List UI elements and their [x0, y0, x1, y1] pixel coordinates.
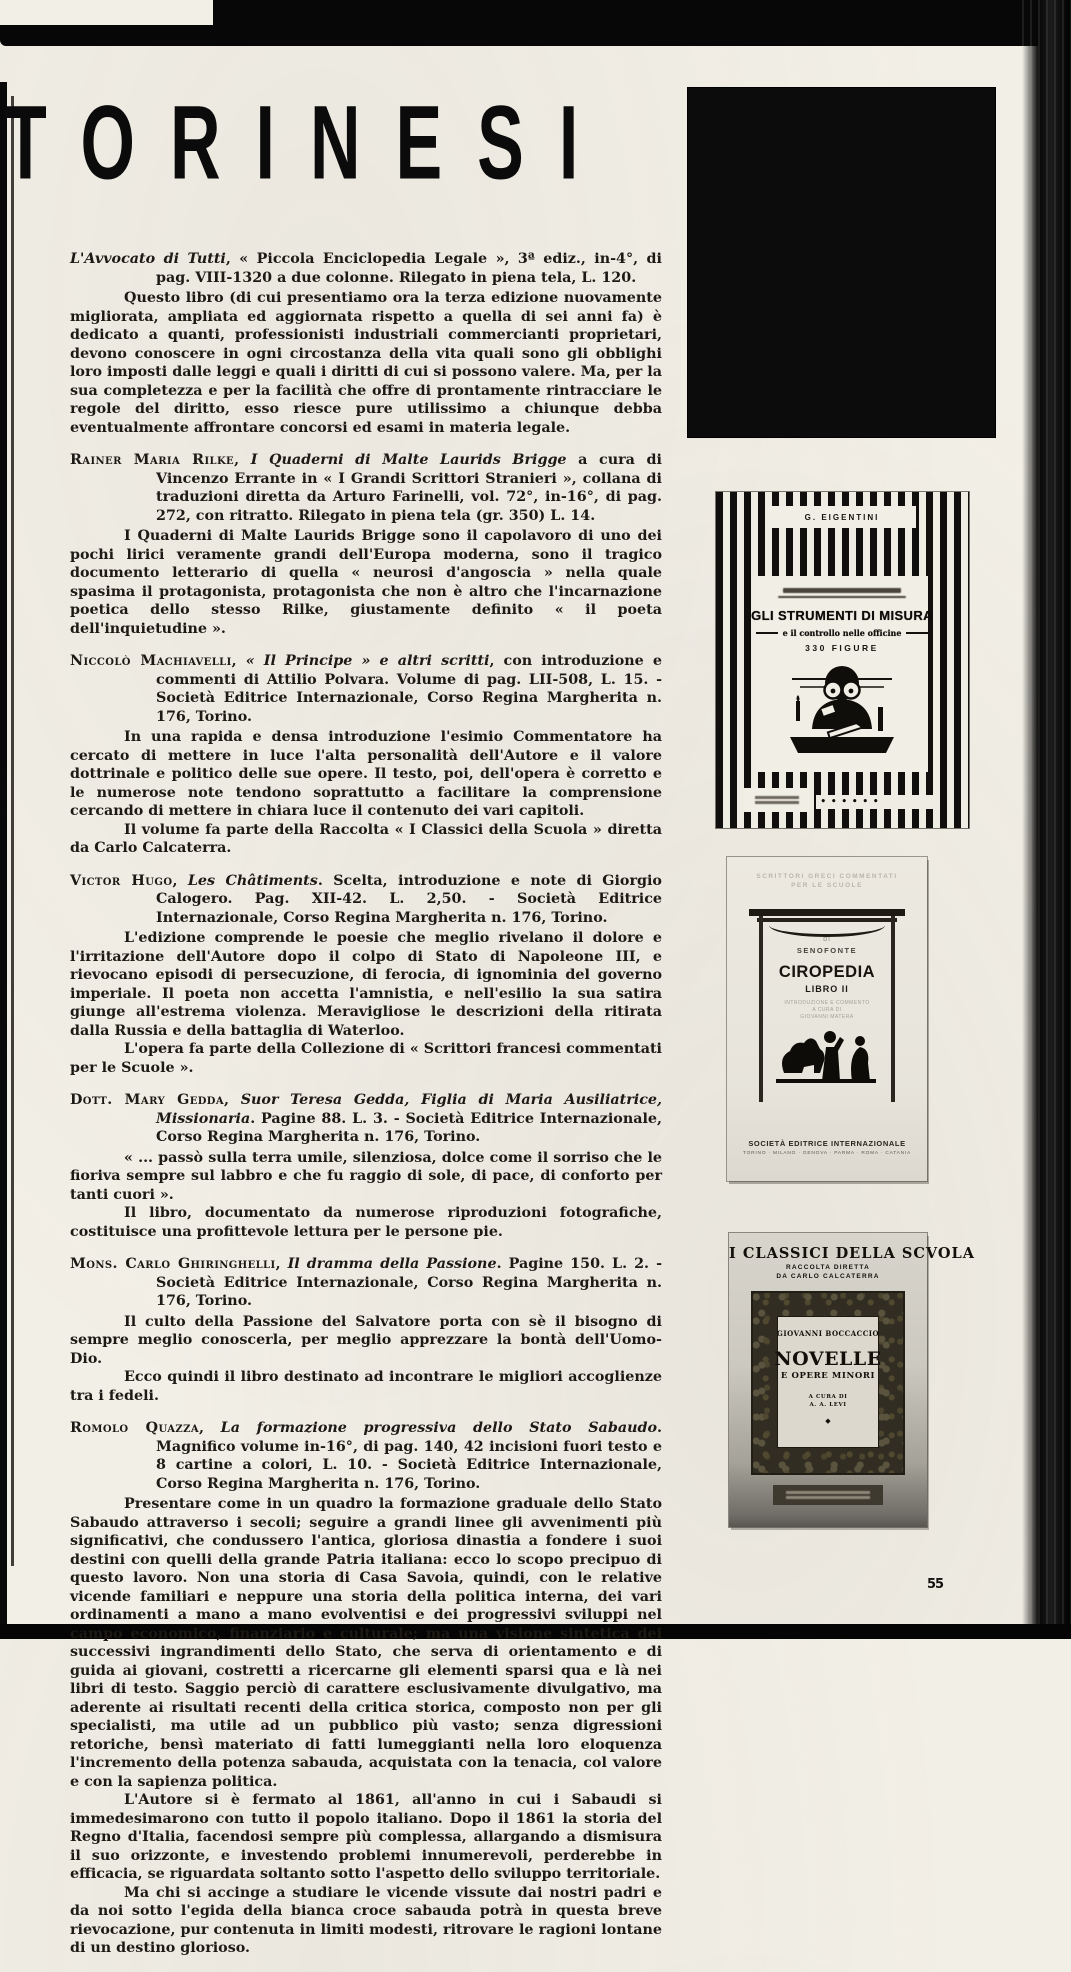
column-left — [759, 916, 763, 1102]
entry-header: Rainer Maria Rilke, I Quaderni di Malte Laurids Brigge a cura di Vincenzo Errante in « I Grandi Scrittori Stranieri », collana di traduzioni diretta da Arturo Farinelli, vol. 72°, in-16°, di pag. 272, con ritratto. Rilegato in piena tela (gr. 350) L. 14. — [70, 452, 662, 524]
imprint-bar — [773, 1485, 883, 1505]
entry-paragraph: Presentare come in un quadro la formazione graduale dello Stato Sabaudo attraverso i secoli; seguire a grandi linee gli avvenimenti più significativi, che condussero l'antica, gloriosa dinastia a fondere i suoi destini con quelli della grande Patria italiana: ecco lo scopo precipuo di questo lavoro. Non una storia di Casa Savoia, quindi, con le relative vicende familiari e neppure una storia della politica interna, dei vari ordinamenti a mano a mano evolventisi e dei progressivi sviluppi nel campo economico, finanziario e culturale; ma una visione sintetica dei successivi ingrandimenti dello Stato, che serva di orientamento e di guida ai giovani, costretti a ricercarne gli elementi sparsi qua e là nei libri di testo. Saggio perciò di carattere esclusivamente divulgativo, ma aderente ai risultati recenti della critica storica, composto non per gli specialisti, ma utile ad un pubblico più vasto; senza digressioni retoriche, bensì materiato di fatti lumeggianti nella loro eloquenza l'incremento della potenza sabauda, acquistata con la tenacia, col valore e con la sapienza politica. — [70, 1496, 662, 1790]
curator-line: A CURA DI — [808, 1394, 848, 1400]
illegible-caption-rule — [778, 596, 906, 598]
book-title: Il dramma della Passione — [287, 1256, 497, 1272]
worker-illustration — [778, 657, 906, 761]
author-name: Dott. Mary Gedda — [70, 1092, 225, 1108]
cover-title: NOVELLE — [774, 1348, 882, 1370]
entry-details: . Pagine 88. L. 3. - Società Editrice Internazionale, Corso Regina Margherita n. 176, Torino. — [156, 1110, 662, 1145]
series-line: PER LE SCUOLE — [791, 882, 863, 889]
cover-author-chip — [768, 506, 916, 528]
series-line: SCRITTORI GRECI COMMENTATI — [756, 873, 898, 880]
entry-paragraph: Il volume fa parte della Raccolta « I Classici della Scuola » diretta da Carlo Calcaterra. — [70, 821, 662, 856]
book-title: La formazione progressiva dello Stato Sabaudo — [220, 1420, 658, 1436]
cover-center-panel — [751, 576, 933, 772]
entry — [70, 250, 662, 437]
cover-title: GLI STRUMENTI DI MISURA — [751, 608, 933, 623]
entry-paragraph: I Quaderni di Malte Laurids Brigge sono il capolavoro di uno dei pochi lirici veramente grandi dell'Europa moderna, sono il tragico documento letterario di quella « neurosi d'angoscia » nella quale spasima il protagonista, protagonista che non è altro che l'incarnazione poetica dello stesso Rilke, giustamente definito « il poeta dell'inquietudine ». — [70, 528, 662, 637]
cover-author: GIOVANNI BOCCACCIO — [776, 1329, 880, 1338]
entry-details: . Pagine 150. L. 2. - Società Editrice Internazionale, Corso Regina Margherita n. 176, Torino. — [156, 1256, 662, 1309]
entry-paragraph: Questo libro (di cui presentiamo ora la terza edizione nuovamente migliorata, ampliata ed aggiornata rispetto a quella di sei anni fa) è dedicato a quanti, professionisti industriali commercianti proprietari, devono conoscere in ogni circostanza della vita quali sono gli obblighi loro imposti dalle leggi e quali i diritti di cui si possono valere. Ma, per la sua completezza e per la facilità che offre di prontamente rintracciare le regole del diritto, esso riesce pure utilissimo a chiunque debba eventualmente affrontare concorsi ed esami in materia legale. — [70, 290, 662, 436]
column-right — [891, 916, 895, 1102]
entries — [70, 250, 662, 1972]
cover-notes — [767, 1000, 887, 1021]
cover-figures-count: 330 FIGURE — [805, 643, 879, 653]
rule-right — [906, 632, 928, 634]
entry-paragraph: Ecco quindi il libro destinato ad incontrare le migliori accoglienze tra i fedeli. — [70, 1369, 662, 1404]
entry-details: . Magnifico volume in-16°, di pag. 140, 42 incisioni fuori testo e 8 cartine a colori, L. 10. - Società Editrice Internazionale, Corso Regina Margherita n. 176, Torino. — [156, 1420, 662, 1492]
entry-details: . Scelta, introduzione e note di Giorgio Calogero. Pag. XII-42. L. 2,50. - Società Editrice Internazionale, Corso Regina Margherita n. 176, Torino. — [156, 872, 662, 926]
cover-author: SENOFONTE — [796, 946, 858, 955]
title-panel — [774, 1317, 882, 1447]
entry-header: Niccolò Machiavelli, « Il Principe » e altri scritti, con introduzione e commenti di Attilio Polvara. Volume di pag. LII-508, L. 15. - Società Editrice Internazionale, Corso Regina Margherita n. 176, Torino. — [70, 653, 662, 725]
entry — [70, 652, 662, 858]
book-spine-edge — [1022, 0, 1071, 1639]
imprint-chip — [744, 788, 810, 812]
author-name: Mons. Carlo Ghiringhelli — [70, 1256, 276, 1272]
page-title: TORINESI — [4, 84, 614, 201]
cover-subtitle: LIBRO II — [805, 984, 849, 994]
dots-row: •••••• — [816, 795, 940, 809]
entry-paragraph: Ma chi si accinge a studiare le vicende vissute dai nostri padri e da noi sotto l'egida della bianca croce sabauda potrà in questa breve rievocazione, pur contenuta in limiti modesti, ritrovare le ragioni lontane di un destino glorioso. — [70, 1884, 662, 1956]
series-subtitle: RACCOLTA DIRETTA — [786, 1264, 870, 1271]
entry-header: Romolo Quazza, La formazione progressiva dello Stato Sabaudo. Magnifico volume in-16°, di pag. 140, 42 incisioni fuori testo e 8 cartine a colori, L. 10. - Società Editrice Internazionale, Corso Regina Margherita n. 176, Torino. — [70, 1420, 662, 1492]
author-name: Niccolò Machiavelli — [70, 653, 232, 669]
publisher-name: SOCIETÀ EDITRICE INTERNAZIONALE — [748, 1139, 906, 1148]
entry-paragraph: Il culto della Passione del Salvatore porta con sè il bisogno di sempre meglio conoscerla, per meglio apprezzare la bontà dell'Uomo-Dio. — [70, 1313, 662, 1367]
cover-ciropedia — [727, 857, 927, 1181]
cover-subtitle: e il controllo nelle officine — [782, 628, 902, 638]
entry-paragraph: Il libro, documentato da numerose riproduzioni fotografiche, costituisce una profittevole lettura per le persone pie. — [70, 1205, 662, 1240]
dark-plate-image — [688, 88, 995, 437]
cover-subtitle-row — [756, 628, 928, 638]
cover-strumenti-di-misura — [716, 492, 969, 828]
curator-line: A. A. LEVI — [809, 1402, 847, 1408]
entry-paragraph: In una rapida e densa introduzione l'esimio Commentatore ha cercato di mettere in luce l'alta personalità dell'Autore e il valore dottrinale e politico delle sue opere. Il testo, poi, dell'opera è corretto e le numerose note tendono soprattutto a facilitare la comprensione cercando di mettere in chiara luce il contenuto dei vari capitoli. — [70, 729, 662, 819]
entry-details: , « Piccola Enciclopedia Legale », 3ª ediz., in-4°, di pag. VIII-1320 a due colonne. Rilegato in piena tela, L. 120. — [156, 251, 662, 286]
book-title: Les Châtiments — [187, 872, 318, 889]
entry-details: a cura di Vincenzo Errante in « I Grandi Scrittori Stranieri », collana di traduzioni diretta da Arturo Farinelli, vol. 72°, in-16°, di pag. 272, con ritratto. Rilegato in piena tela (gr. 350) L. 14. — [156, 452, 662, 524]
cornice — [757, 918, 897, 922]
book-title: I Quaderni di Malte Laurids Brigge — [250, 452, 567, 468]
entry — [70, 1419, 662, 1958]
entry-paragraph: L'edizione comprende le poesie che meglio rivelano il dolore e l'irritazione dell'Autore dopo il colpo di Stato di Napoleone III, e rievocano episodi di persecuzione, di ferocia, di ignominia del governo imperiale. Il poeta non accetta l'amnistia, e nell'esilio la sua satira giunge all'estrema violenza. Meravigliose le descrizioni della ritirata dalla Russia e della battaglia di Waterloo. — [70, 930, 662, 1039]
book-title: « Il Principe » e altri scritti — [245, 653, 490, 669]
ornament-star: ◆ — [825, 1417, 831, 1425]
classical-figures-illustration — [768, 1023, 886, 1085]
entry-header: Victor Hugo, Les Châtiments. Scelta, introduzione e note di Giorgio Calogero. Pag. XII-42. L. 2,50. - Società Editrice Internazionale, Corso Regina Margherita n. 176, Torino. — [70, 872, 662, 926]
cover-subtitle: E OPERE MINORI — [780, 1371, 876, 1381]
portal-frame — [755, 909, 899, 1114]
entry — [70, 1091, 662, 1241]
entry-paragraph: « ... passò sulla terra umile, silenziosa, dolce come il sorriso che le fioriva sempre sul labbro e che fu raggio di sole, di pace, di conforto per tanti cuori ». — [70, 1149, 662, 1203]
note-line: A CURA DI — [812, 1007, 842, 1013]
cover-novelle — [729, 1233, 975, 1527]
page-number: 55 — [927, 1577, 944, 1592]
page-left-rule — [11, 96, 14, 1566]
ornate-frame — [751, 1291, 905, 1475]
entry — [70, 1255, 662, 1405]
cover-title: CIROPEDIA — [778, 963, 876, 981]
curator-lines — [809, 1393, 848, 1409]
page-left-edge — [0, 82, 7, 1639]
rule-left — [756, 632, 778, 634]
note-line: INTRODUZIONE E COMMENTO — [784, 1000, 870, 1006]
cornice-arc — [769, 924, 885, 937]
entry-paragraph: L'Autore si è fermato al 1861, all'anno in cui i Sabaudi si immedesimarono con tutto il popolo italiano. Dopo il 1861 la storia del Regno d'Italia, facendosi sempre più complessa, allargando a dismisura il suo orizzonte, e investendo problemi innumerevoli, perderebbe in efficacia, se riguardata soltanto sotto l'aspetto dello sviluppo territoriale. — [70, 1792, 662, 1882]
author-name: Romolo Quazza — [70, 1420, 199, 1436]
entry — [70, 872, 662, 1078]
entry-header — [70, 250, 662, 287]
series-title: I CLASSICI DELLA SCVOLA — [729, 1245, 975, 1262]
book-title: Suor Teresa Gedda, Figlia di Maria Ausiliatrice, Missionaria — [156, 1092, 662, 1127]
entry-header: Mons. Carlo Ghiringhelli, Il dramma della Passione. Pagine 150. L. 2. - Società Editrice Internazionale, Corso Regina Margherita n. 176, Torino. — [70, 1256, 662, 1309]
entry — [70, 451, 662, 638]
cornice — [749, 909, 905, 916]
entry-details: , con introduzione e commenti di Attilio Polvara. Volume di pag. LII-508, L. 15. - Società Editrice Internazionale, Corso Regina Margherita n. 176, Torino. — [156, 653, 662, 725]
series-subtitle: DA CARLO CALCATERRA — [776, 1273, 880, 1280]
scan-top-notch — [0, 0, 213, 25]
publisher-cities: TORINO · MILANO · GENOVA · PARMA · ROMA · CATANIA — [742, 1151, 912, 1156]
note-line: GIOVANNI MATERA — [800, 1014, 854, 1020]
cover-author: G. EIGENTINI — [804, 512, 880, 522]
entry-paragraph: L'opera fa parte della Collezione di « Scrittori francesi commentati per le Scuole ». — [70, 1041, 662, 1076]
illegible-caption — [783, 588, 901, 593]
cover-di: DI — [823, 937, 831, 943]
author-name: Victor Hugo — [70, 872, 173, 889]
entry-header: Dott. Mary Gedda, Suor Teresa Gedda, Figlia di Maria Ausiliatrice, Missionaria. Pagine 88. L. 3. - Società Editrice Internazionale, Corso Regina Margherita n. 176, Torino. — [70, 1092, 662, 1145]
book-title: L'Avvocato di Tutti — [70, 251, 226, 267]
author-name: Rainer Maria Rilke — [70, 452, 235, 468]
